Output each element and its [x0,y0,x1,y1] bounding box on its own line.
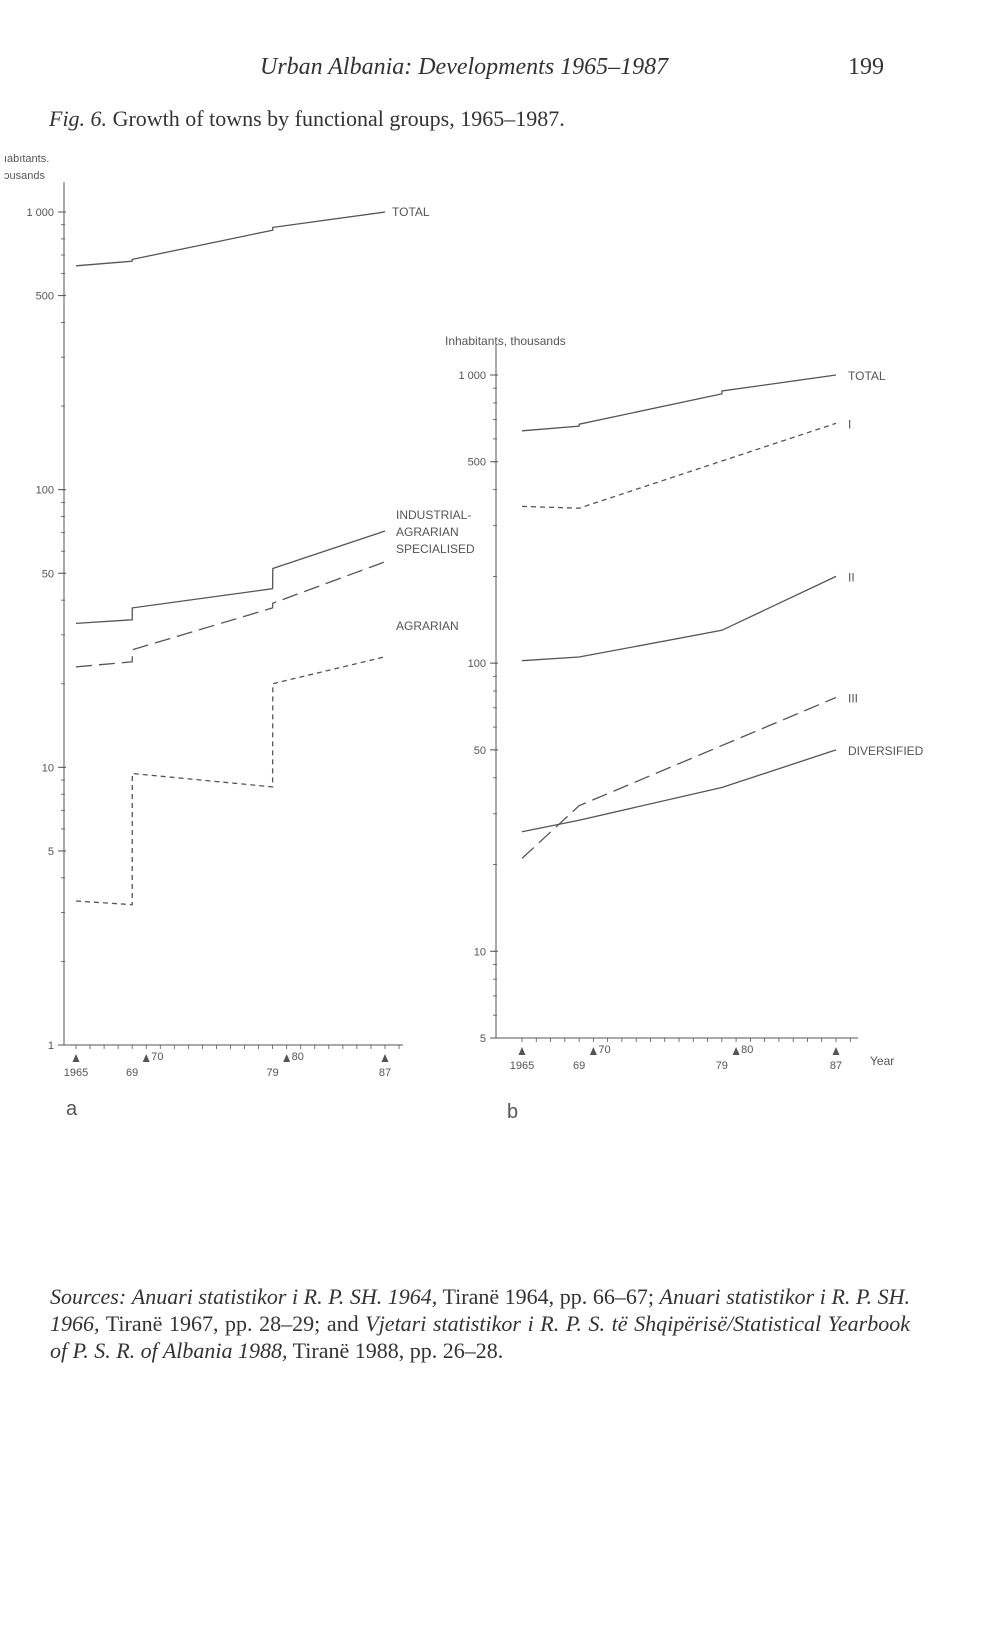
sources-label: Sources: [50,1284,127,1309]
page-number: 199 [848,54,884,80]
panel-a-label-agrarian-1: AGRARIAN [396,525,459,539]
panel-b-label-diversified: DIVERSIFIED [848,743,924,758]
panel-a-x-tick-label: 80 [291,1051,304,1063]
panel-a-series-line-industrial-agrarian [76,531,385,623]
figure-charts [0,140,1000,1140]
panel-b-letter: b [507,1101,519,1123]
panel-b-x-marker-triangle [833,1047,840,1055]
figure-number: Fig. 6. [49,106,108,131]
panel-b-x-tick-label: 80 [741,1044,754,1056]
panel-a-x-marker-triangle [283,1054,290,1062]
panel-a-label-industrial: INDUSTRIAL- [396,508,472,522]
panel-b-x-tick-label: 87 [829,1060,843,1072]
panel-b-y-tick-label: 100 [467,658,486,671]
panel-a-y-tick-label: 50 [41,568,54,581]
source-ref-1-details: Tiranë 1964, pp. 66–67; [442,1284,654,1309]
panel-b-xlabel: Year [870,1054,895,1068]
panel-a-y-tick-label: 100 [35,484,54,497]
panel-b-label-total: TOTAL [848,369,886,383]
panel-b-label-ii: II [848,570,855,585]
panel-b-x-marker-triangle [519,1047,526,1055]
panel-b-y-tick-label: 50 [473,744,486,757]
panel-b-label-i: I [848,417,852,432]
panel-a-ylabel: ıabıtants. [4,153,50,165]
figure-title: Growth of towns by functional groups, 1965–1987. [112,106,565,131]
panel-a-series-line-total [76,212,385,266]
panel-b-x-tick-label: 69 [572,1060,586,1072]
panel-b-x-tick-label: 70 [598,1044,611,1056]
panel-b-ylabel: Inhabitants, thousands [445,334,566,348]
panel-b-x-marker-triangle [733,1047,740,1055]
source-ref-2-details: Tiranë 1967, pp. 28–29; and [105,1311,359,1336]
panel-b-series-line-i [522,423,836,508]
panel-a-y-tick-label: 1 000 [26,207,54,219]
panel-b-series-line-ii [522,576,836,660]
panel-a-y-tick-label: 1 [47,1040,54,1052]
panel-b-series-line-total [522,375,836,431]
running-head: Urban Albania: Developments 1965–1987 [260,54,669,80]
panel-b-y-tick-label: 500 [467,456,486,469]
panel-a-x-tick-label: 87 [378,1067,392,1079]
figure-caption [49,106,565,132]
panel-a-series-line-specialised [76,562,385,667]
panel-b-y-tick-label: 5 [479,1033,486,1045]
panel-a-y-tick-label: 500 [35,290,54,303]
sources-note [50,1283,910,1364]
panel-b-y-tick-label: 1 000 [458,370,486,382]
panel-b-x-marker-triangle [590,1047,597,1055]
source-ref-3-title: Vjetari statistikor i R. P. S. të Shqipërisë/Statistical Yearbook of P. S. R. of Albania 1988, [50,1311,911,1363]
panel-a-x-tick-label: 79 [266,1067,279,1079]
panel-a-y-tick-label: 10 [41,762,54,775]
panel-b-label-iii: III [848,691,859,706]
panel-a-x-marker-triangle [382,1054,389,1062]
panel-a-label-total: TOTAL [392,205,430,219]
panel-a-label-specialised: SPECIALISED [396,542,475,556]
panel-a-x-marker-triangle [73,1054,80,1062]
panel-b-x-tick-label: 79 [715,1060,728,1072]
panel-b-y-tick-label: 10 [473,946,486,959]
panel-a-x-marker-triangle [143,1054,150,1062]
panel-a-label-agrarian: AGRARIAN [396,619,459,633]
panel-b-x-tick-label: 1965 [509,1060,535,1072]
source-ref-2-title: Anuari statistikor i R. P. SH. 1966, [50,1284,911,1336]
panel-a-ylabel: ɔusands [4,170,45,182]
panel-a-x-tick-label: 70 [151,1051,164,1063]
panel-a-series-line-agrarian [76,657,385,905]
source-ref-1-title: Anuari statistikor i R. P. SH. 1964, [131,1284,438,1309]
panel-a-x-tick-label: 69 [126,1067,139,1079]
panel-a-letter: a [66,1098,78,1120]
panel-b-series-line-diversified [522,750,836,832]
source-ref-3-details: Tiranë 1988, pp. 26–28. [292,1338,504,1363]
panel-a-y-tick-label: 5 [47,845,54,858]
panel-b-series-line-iii [522,698,836,859]
panel-a-x-tick-label: 1965 [63,1067,89,1079]
